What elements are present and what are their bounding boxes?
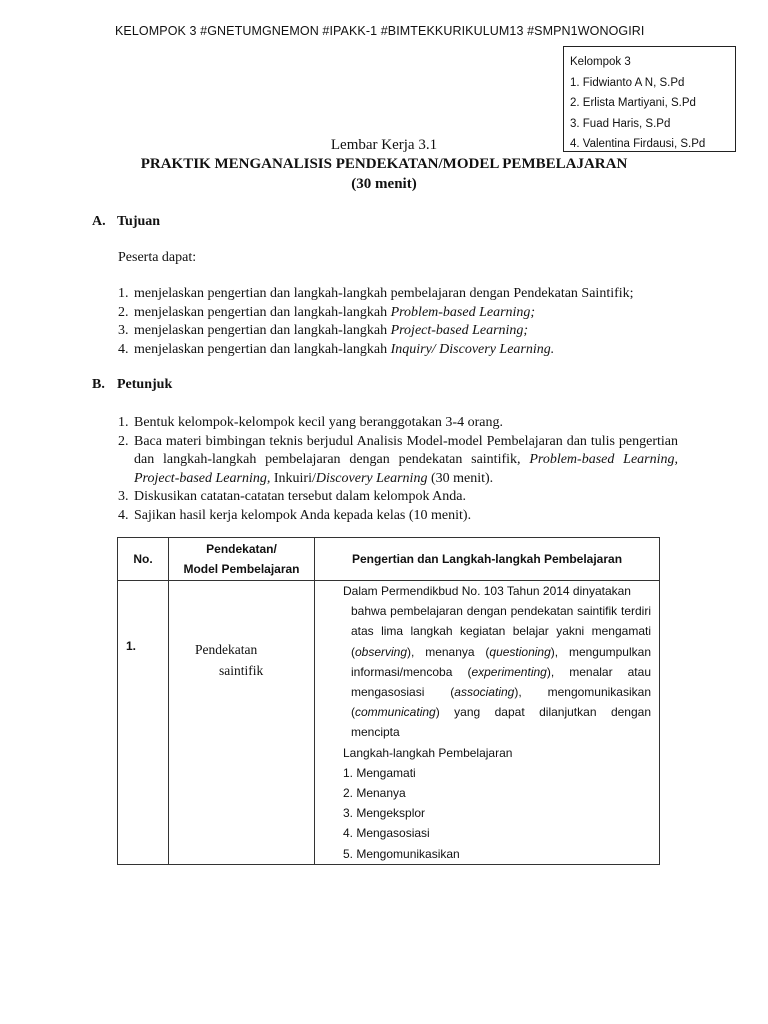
list-item: [118, 414, 678, 433]
list-text: menjelaskan pengertian dan langkah-langkah: [134, 323, 391, 338]
list-item: [118, 341, 678, 360]
list-text-italic: Inquiry/ Discovery Learning.: [390, 341, 555, 357]
group-member: 2. Erlista Martiyani, S.Pd: [570, 97, 696, 109]
list-number: 1.: [118, 415, 129, 430]
description-text: ), mengumpulkan informasi/mencoba (: [351, 644, 651, 679]
list-number: 3.: [118, 489, 129, 504]
list-text-italic: Problem-based Learning;: [390, 304, 536, 320]
worksheet-duration: (30 menit): [351, 176, 417, 192]
group-member: 4. Valentina Firdausi, S.Pd: [570, 138, 706, 150]
worksheet-heading: PRAKTIK MENGANALISIS PENDEKATAN/MODEL PEMBELAJARAN: [140, 156, 628, 172]
step-item: 3. Mengeksplor: [343, 806, 426, 821]
header-model-line: Pendekatan/: [206, 542, 277, 556]
header-no: No.: [118, 538, 169, 581]
section-a-intro: Peserta dapat:: [118, 250, 197, 265]
description-term: experimenting: [471, 664, 547, 679]
instructions-list: [118, 414, 678, 525]
list-number: 4.: [118, 507, 129, 523]
list-item: [118, 488, 678, 507]
description-text: ) yang dapat dilanjutkan dengan mencipta: [351, 705, 651, 740]
header-tagline: KELOMPOK 3 #GNETUMGNEMON #IPAKK-1 #BIMTEKKURIKULUM13 #SMPN1WONOGIRI: [115, 24, 645, 38]
list-text: menjelaskan pengertian dan langkah-langkah: [134, 341, 391, 357]
header-model-line: Model Pembelajaran: [183, 562, 300, 576]
description-term: associating: [454, 685, 515, 700]
group-title: Kelompok 3: [570, 56, 631, 68]
row-number: 1.: [118, 581, 169, 865]
list-text: (30 menit).: [427, 470, 494, 486]
list-number: 2.: [118, 304, 129, 320]
section-title: Tujuan: [117, 214, 161, 229]
model-cell: [169, 581, 315, 865]
description-paragraph: [343, 581, 651, 743]
description-term: observing: [355, 644, 408, 659]
list-text: Sajikan hasil kerja kelompok Anda kepada kelas (10 menit).: [134, 507, 472, 523]
worksheet-title: Lembar Kerja 3.1: [330, 137, 438, 153]
list-text-italic: Project-based Learning;: [390, 323, 529, 338]
list-text-italic: Discovery Learning: [315, 470, 428, 486]
list-number: 2.: [118, 433, 129, 449]
header-model: [169, 538, 315, 581]
list-text-italic: Problem-based Learning,: [529, 452, 679, 467]
step-item: 1. Mengamati: [343, 765, 416, 780]
step-item: 5. Mengomunikasikan: [343, 846, 460, 861]
step-item: 4. Mengasosiasi: [343, 826, 430, 841]
list-text: Baca materi bimbingan teknis berjudul Analisis Model-model Pembelajaran dan tulis pengertian dan langkah-langkah pembelajaran dengan pendekatan saintifik,: [134, 433, 678, 467]
list-item: [118, 433, 678, 489]
description-term: communicating: [355, 705, 436, 720]
list-text: Inkuiri/: [270, 470, 316, 486]
list-item: [118, 285, 678, 304]
section-b-heading: [92, 377, 172, 393]
list-item: [118, 507, 678, 526]
analysis-table: [117, 537, 660, 865]
description-text: ), mengomunikasikan (: [351, 685, 651, 720]
description-first-line: Dalam Permendikbud No. 103 Tahun 2014 dinyatakan: [343, 584, 631, 598]
description-text: ), menanya (: [407, 644, 490, 659]
description-cell: [315, 581, 660, 865]
list-text: menjelaskan pengertian dan langkah-langkah: [134, 304, 391, 320]
list-item: [118, 322, 678, 341]
steps-title: Langkah-langkah Pembelajaran: [343, 745, 513, 760]
description-text: ), menalar atau mengasosiasi (: [351, 664, 651, 700]
list-text: menjelaskan pengertian dan langkah-langkah pembelajaran dengan Pendekatan Saintifik;: [134, 286, 634, 301]
section-a-heading: [92, 214, 160, 230]
list-text: Bentuk kelompok-kelompok kecil yang beranggotakan 3-4 orang.: [134, 415, 503, 430]
objectives-list: [118, 285, 678, 359]
model-name-line: saintifik: [219, 663, 264, 678]
list-text-italic: Project-based Learning,: [134, 470, 271, 486]
description-body: [343, 601, 651, 742]
section-letter: A.: [92, 214, 106, 229]
group-member: 3. Fuad Haris, S.Pd: [570, 117, 671, 130]
list-text: Diskusikan catatan-catatan tersebut dalam kelompok Anda.: [134, 489, 467, 504]
model-name-line: Pendekatan: [195, 642, 258, 657]
description-term: questioning: [489, 644, 551, 659]
step-item: 2. Menanya: [343, 786, 406, 801]
table-row: [118, 581, 660, 865]
description-text: bahwa pembelajaran dengan pendekatan saintifik terdiri atas lima langkah kegiatan belajar yakni mengamati (: [351, 604, 651, 659]
list-item: [118, 304, 678, 323]
list-number: 3.: [118, 323, 129, 338]
header-description: Pengertian dan Langkah-langkah Pembelajaran: [315, 538, 660, 581]
table-header-row: [118, 538, 660, 581]
section-title: Petunjuk: [117, 377, 173, 392]
list-number: 4.: [118, 341, 129, 357]
group-member: 1. Fidwianto A N, S.Pd: [570, 76, 685, 89]
section-letter: B.: [92, 377, 105, 392]
list-number: 1.: [118, 286, 129, 301]
